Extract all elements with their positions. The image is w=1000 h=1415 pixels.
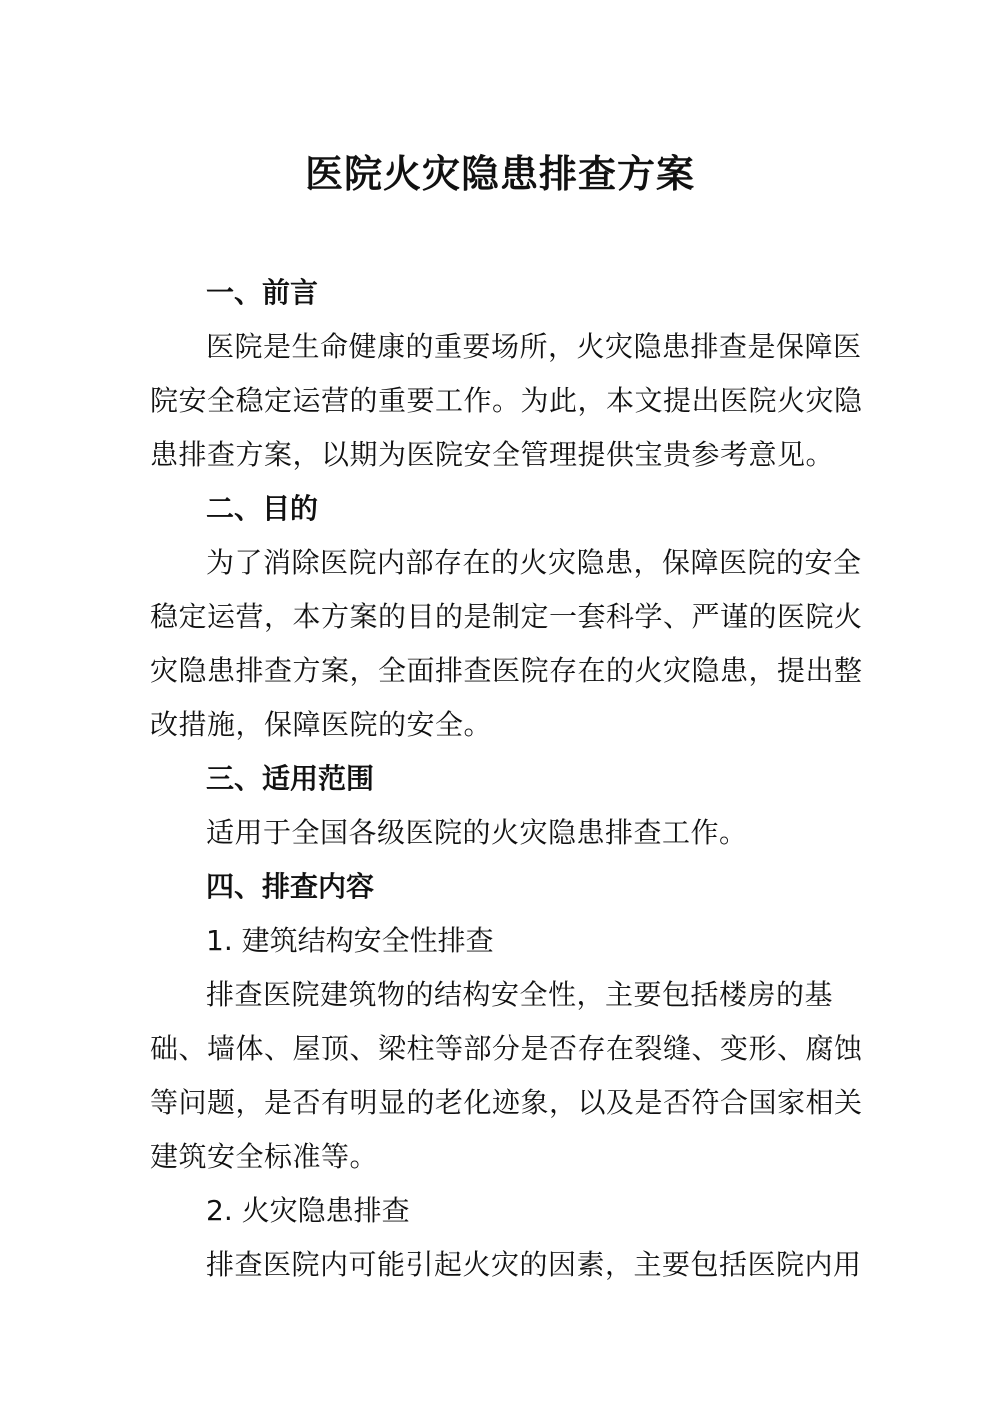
paragraph: 医院是生命健康的重要场所，火灾隐患排查是保障医院安全稳定运营的重要工作。为此，本文提出医院火灾隐患排查方案，以期为医院安全管理提供宝贵参考意见。 <box>150 330 863 471</box>
section-heading: 三、适用范围 <box>206 762 375 795</box>
paragraph: 排查医院内可能引起火灾的因素，主要包括医院内用 <box>206 1248 862 1281</box>
subsection-label: 2. 火灾隐患排查 <box>206 1194 410 1227</box>
paragraph: 为了消除医院内部存在的火灾隐患，保障医院的安全稳定运营，本方案的目的是制定一套科学、严谨的医院火灾隐患排查方案，全面排查医院存在的火灾隐患，提出整改措施，保障医院的安全。 <box>150 546 863 741</box>
document-body <box>150 266 870 1292</box>
section-heading: 一、前言 <box>206 276 319 309</box>
paragraph: 排查医院建筑物的结构安全性，主要包括楼房的基础、墙体、屋顶、梁柱等部分是否存在裂缝、变形、腐蚀等问题，是否有明显的老化迹象，以及是否符合国家相关建筑安全标准等。 <box>150 978 863 1173</box>
section-heading: 二、目的 <box>206 492 319 525</box>
document-title: 医院火灾隐患排查方案 <box>304 152 695 196</box>
paragraph: 适用于全国各级医院的火灾隐患排查工作。 <box>206 816 748 849</box>
subsection-label: 1. 建筑结构安全性排查 <box>206 924 494 957</box>
section-heading: 四、排查内容 <box>206 870 375 903</box>
